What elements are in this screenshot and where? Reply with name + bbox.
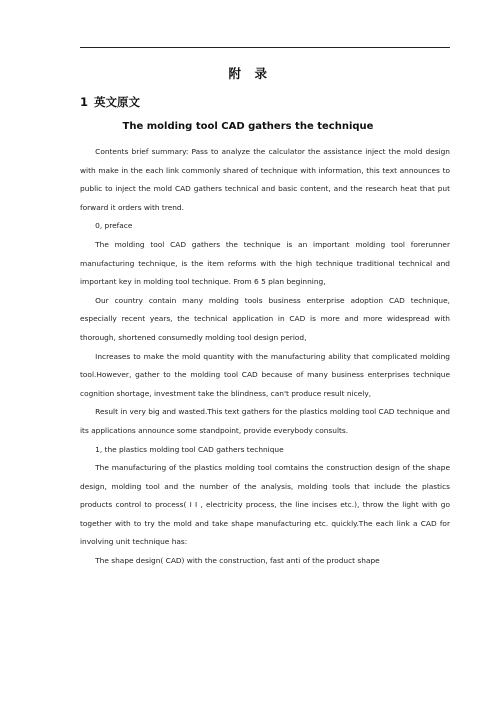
paragraph: 0, preface bbox=[95, 221, 133, 231]
appendix-title: 附 录 bbox=[228, 66, 268, 81]
section-title: 英文原文 bbox=[94, 95, 141, 109]
article-title: The molding tool CAD gathers the technique bbox=[122, 121, 374, 132]
paragraph: Our country contain many molding tools business enterprise adoption CAD technique, especially recent years, the technical application in CAD is more and more widespread with thorough, shortened consumedly molding tool design period, bbox=[80, 295, 450, 342]
paragraph: The molding tool CAD gathers the technique is an important molding tool forerunner manufacturing technique, is the item reforms with the high technique traditional technical and important key in molding tool technique. From 6 5 plan beginning, bbox=[80, 239, 450, 287]
paragraph: Increases to make the mold quantity with the manufacturing ability that complicated molding tool.However, gather to the molding tool CAD because of many business enterprises technique cognition shortage, investment take the blindness, can't produce result nicely, bbox=[80, 351, 450, 398]
paragraph: Contents brief summary: Pass to analyze the calculator the assistance inject the mold design with make in the each link commonly shared of technique with information, this text announces to public to inject the mold CAD gathers technical and basic content, and the research heat that put forward it orders with trend. bbox=[80, 147, 450, 212]
paragraph: The shape design( CAD) with the construction, fast anti of the product shape bbox=[95, 556, 380, 566]
paragraph: 1, the plastics molding tool CAD gathers technique bbox=[95, 444, 284, 454]
header-rule bbox=[80, 47, 450, 48]
paragraph: Result in very big and wasted.This text gathers for the plastics molding tool CAD technique and its applications announce some standpoint, provide everybody consults. bbox=[80, 407, 450, 435]
article-body bbox=[80, 143, 450, 571]
paragraph: The manufacturing of the plastics molding tool comtains the construction design of the shape design, molding tool and the number of the analysis, molding tools that include the plastics products control to process( I I , electricity process, the line incises etc.), throw the light with go together with to try the mold and take shape manufacturing etc. quickly.The each link a CAD for involving unit technique has: bbox=[80, 463, 450, 547]
section-number: 1 bbox=[80, 95, 89, 109]
section-heading bbox=[80, 94, 140, 110]
